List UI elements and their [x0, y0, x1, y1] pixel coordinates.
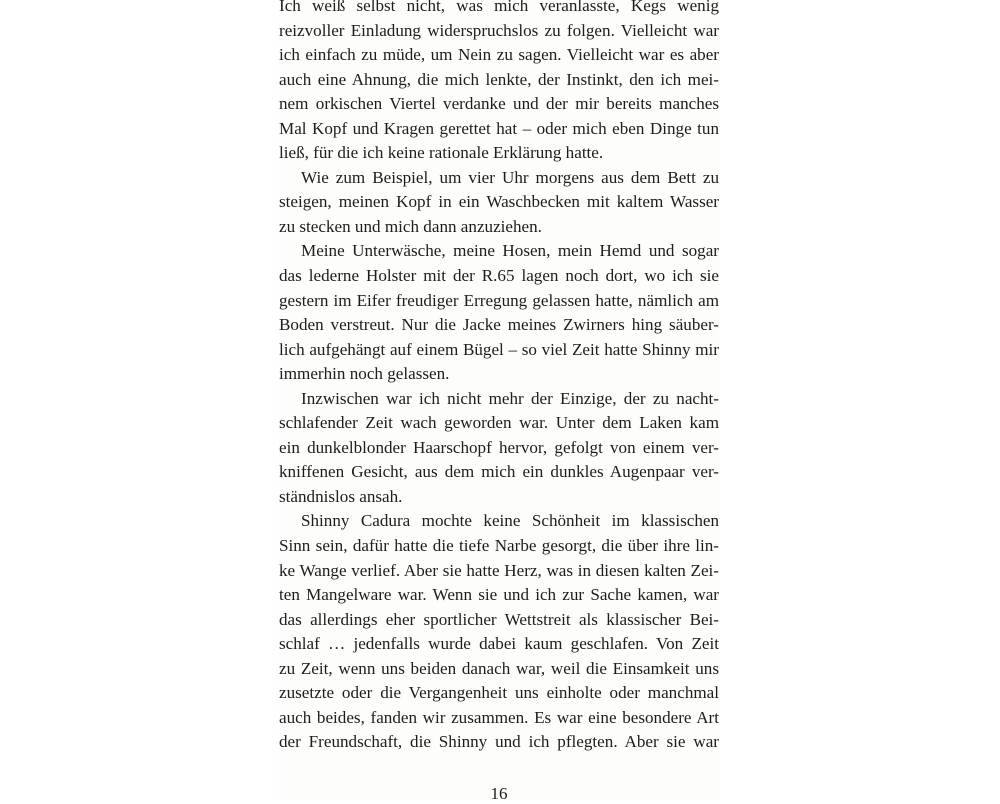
paragraph [279, 239, 719, 386]
text-line: ein dunkelblonder Haarschopf hervor, gefolgt von einem ver- [279, 437, 719, 457]
text-line: auch eine Ahnung, die mich lenkte, der Instinkt, den ich mei- [279, 69, 719, 89]
text-line: ich einfach zu müde, um Nein zu sagen. Vielleicht war es aber [279, 45, 719, 65]
text-line: das lederne Holster mit der R.65 lagen noch dort, wo ich sie [279, 266, 719, 286]
page-number: 16 [490, 784, 508, 803]
text-line: der Freundschaft, die Shinny und ich pflegten. Aber sie war [279, 732, 719, 752]
text-line: ten Mangelware war. Wenn sie und ich zur Sache kamen, war [279, 585, 719, 605]
text-line: Inzwischen war ich nicht mehr der Einzige, der zu nacht- [301, 388, 719, 408]
text-line: auch beides, fanden wir zusammen. Es war eine besondere Art [279, 707, 719, 727]
text-line: zusetzte oder die Vergangenheit uns einholte oder manchmal [279, 683, 719, 703]
book-page [279, 0, 719, 803]
text-line: Ich weiß selbst nicht, was mich veranlasste, Kegs wenig [279, 0, 719, 15]
text-line: reizvoller Einladung widerspruchslos zu folgen. Vielleicht war [279, 20, 719, 40]
text-line: zu Zeit, wenn uns beiden danach war, weil die Einsamkeit uns [279, 658, 719, 678]
paragraph [279, 509, 719, 754]
text-line: nem orkischen Viertel verdanke und der mir bereits manches [279, 94, 719, 114]
text-line: immerhin noch gelassen. [279, 364, 450, 384]
text-line: das allerdings eher sportlicher Wettstreit als klassischer Bei- [279, 609, 719, 629]
text-line: Meine Unterwäsche, meine Hosen, mein Hemd und sogar [301, 241, 719, 261]
text-line: ke Wange verlief. Aber sie hatte Herz, was in diesen kalten Zei- [279, 560, 719, 580]
text-line: kniffenen Gesicht, aus dem mich ein dunkles Augenpaar ver- [279, 462, 719, 482]
text-line: gestern im Eifer freudiger Erregung gelassen hatte, nämlich am [279, 290, 719, 310]
paragraph [279, 0, 719, 166]
body-text [279, 0, 719, 755]
text-line: zu stecken und mich dann anzuziehen. [279, 216, 542, 236]
text-line: schlaf … jedenfalls wurde dabei kaum geschlafen. Von Zeit [279, 634, 719, 654]
text-line: Wie zum Beispiel, um vier Uhr morgens aus dem Bett zu [301, 167, 719, 187]
paragraph [279, 166, 719, 240]
text-line: Boden verstreut. Nur die Jacke meines Zwirners hing säuber- [279, 315, 719, 335]
text-line: ließ, für die ich keine rationale Erklärung hatte. [279, 143, 604, 163]
text-line: steigen, meinen Kopf in ein Waschbecken mit kaltem Wasser [279, 192, 719, 212]
paragraph [279, 387, 719, 510]
text-line: Sinn sein, dafür hatte die tiefe Narbe gesorgt, die über ihre lin- [279, 536, 719, 556]
text-line: lich aufgehängt auf einem Bügel – so viel Zeit hatte Shinny mir [279, 339, 719, 359]
text-line: ständnislos ansah. [279, 486, 403, 506]
text-line: Mal Kopf und Kragen gerettet hat – oder mich eben Dinge tun [279, 118, 719, 138]
text-line: schlafender Zeit wach geworden war. Unter dem Laken kam [279, 413, 719, 433]
text-line: Shinny Cadura mochte keine Schönheit im klassischen [301, 511, 719, 531]
